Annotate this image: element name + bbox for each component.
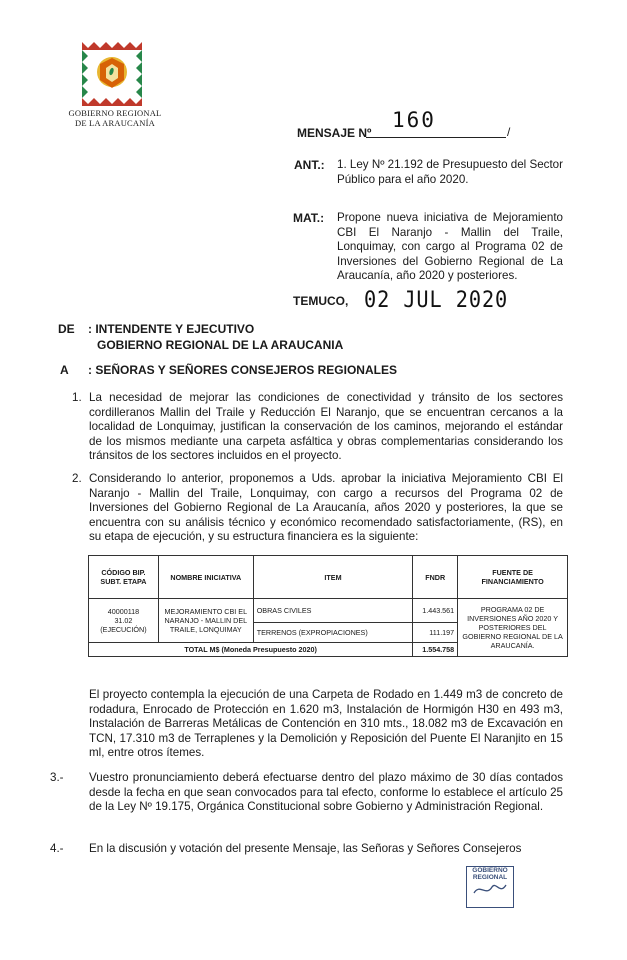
cell-source: PROGRAMA 02 DE INVERSIONES AÑO 2020 Y POSTERIORES DEL GOBIERNO REGIONAL DE LA ARAUCANÍA. xyxy=(458,599,568,657)
seal-line1: GOBIERNO xyxy=(472,867,508,874)
header-item: ITEM xyxy=(253,556,413,599)
paragraph-3-text: Vuestro pronunciamiento deberá efectuarse dentro del plazo máximo de 30 días contados desde la fecha en que sean convocados para tal efecto, conforme lo establece el artículo 25 de la Ley Nº 19.175, Orgánica Constitucional sobre Gobierno y Administración Regional. xyxy=(89,771,563,814)
cell-fndr-1: 1.443.561 xyxy=(413,599,458,623)
cell-code-bip: 40000118 xyxy=(107,607,140,616)
org-name xyxy=(50,108,180,128)
header-name: NOMBRE INICIATIVA xyxy=(158,556,253,599)
cell-code xyxy=(89,599,159,643)
total-value: 1.554.758 xyxy=(413,643,458,657)
seal-line2: REGIONAL xyxy=(472,874,508,881)
mensaje-number: 160 xyxy=(392,108,436,132)
table-header-row xyxy=(89,556,568,599)
cell-fndr-2: 111.197 xyxy=(413,623,458,643)
place-label: TEMUCO, xyxy=(293,294,349,308)
de-line1: : INTENDENTE Y EJECUTIVO xyxy=(88,322,255,336)
cell-code-etapa: (EJECUCIÓN) xyxy=(100,625,147,634)
table-row xyxy=(89,599,568,623)
mensaje-label: MENSAJE Nº xyxy=(297,126,372,140)
paragraph-1-text: La necesidad de mejorar las condiciones de conectividad y tránsito de los sectores cordilleranos Mallin del Traile y Reducción El Naranjo, que se encuentran cercanos a la localidad de Lonquimay, justifican la conservación de los caminos, mejorando el estándar de los mismos mediante una carpeta asfáltica y obras complementarias considerando los tránsitos de los sectores incluidos en el proyecto. xyxy=(89,391,563,463)
mensaje-slash: / xyxy=(507,125,511,139)
gobierno-regional-logo xyxy=(82,42,142,106)
project-description-text: El proyecto contempla la ejecución de una Carpeta de Rodado en 1.449 m3 de concreto de rodadura, Enrocado de Protección en 1.620 m3, Instalación de Hormigón H30 en 493 m3, Instalación de Barreras Metálicas de Contención en 310 mts., 18.082 m3 de Excavación en TCN, 17.310 m3 de Terraplenes y la Demolición y Reposición del Puente El Naranjito en 15 ml, entre otros ítemes. xyxy=(89,688,563,760)
de-line2: GOBIERNO REGIONAL DE LA ARAUCANIA xyxy=(97,338,344,352)
cell-code-subt: 31.02 xyxy=(114,616,133,625)
gobierno-regional-seal xyxy=(466,866,514,908)
header-code: CÓDIGO BIP. SUBT. ETAPA xyxy=(89,556,159,599)
cell-name: MEJORAMIENTO CBI EL NARANJO - MALLIN DEL TRAILE, LONQUIMAY xyxy=(158,599,253,643)
paragraph-2-text: Considerando lo anterior, proponemos a Uds. aprobar la iniciativa Mejoramiento CBI El Naranjo - Mallin del Traile, Lonquimay, con cargo a recursos del Programa 02 de Inversiones del Gobierno Regional de La Araucanía, años 2020 y posteriores, la que se encuentra con su análisis técnico y económico recomendado satisfactoriamente, (RS), en su etapa de ejecución, y su estructura financiera es la siguiente: xyxy=(89,472,563,544)
a-line1: : SEÑORAS Y SEÑORES CONSEJEROS REGIONALES xyxy=(88,363,397,377)
header-fndr: FNDR xyxy=(413,556,458,599)
mat-text: Propone nueva iniciativa de Mejoramiento CBI El Naranjo - Mallin del Traile, Lonquimay, con cargo al Programa 02 de Inversiones del Gobierno Regional de La Araucanía, año 2020 y posteriores. xyxy=(337,211,563,283)
paragraph-1-number: 1. xyxy=(72,391,82,404)
de-key: DE xyxy=(58,322,75,336)
paragraph-2-number: 2. xyxy=(72,472,82,485)
date-stamp: 02 JUL 2020 xyxy=(364,288,509,313)
org-name-line1: GOBIERNO REGIONAL xyxy=(68,108,162,118)
total-label: TOTAL M$ (Moneda Presupuesto 2020) xyxy=(89,643,413,657)
signature-mark xyxy=(470,881,510,899)
ant-label: ANT.: xyxy=(294,158,325,172)
mat-label: MAT.: xyxy=(293,211,325,225)
a-key: A xyxy=(60,363,69,377)
cell-item-1: OBRAS CIVILES xyxy=(253,599,413,623)
org-name-line2: DE LA ARAUCANÍA xyxy=(75,118,155,128)
cell-item-2: TERRENOS (EXPROPIACIONES) xyxy=(253,623,413,643)
header-source: FUENTE DE FINANCIAMIENTO xyxy=(458,556,568,599)
paragraph-4-text: En la discusión y votación del presente Mensaje, las Señoras y Señores Consejeros xyxy=(89,842,522,855)
financial-structure-table xyxy=(88,555,568,657)
paragraph-3-number: 3.- xyxy=(50,771,64,784)
mensaje-underline xyxy=(366,137,506,138)
ant-text: 1. Ley Nº 21.192 de Presupuesto del Sector Público para el año 2020. xyxy=(337,158,563,186)
paragraph-4-number: 4.- xyxy=(50,842,64,855)
